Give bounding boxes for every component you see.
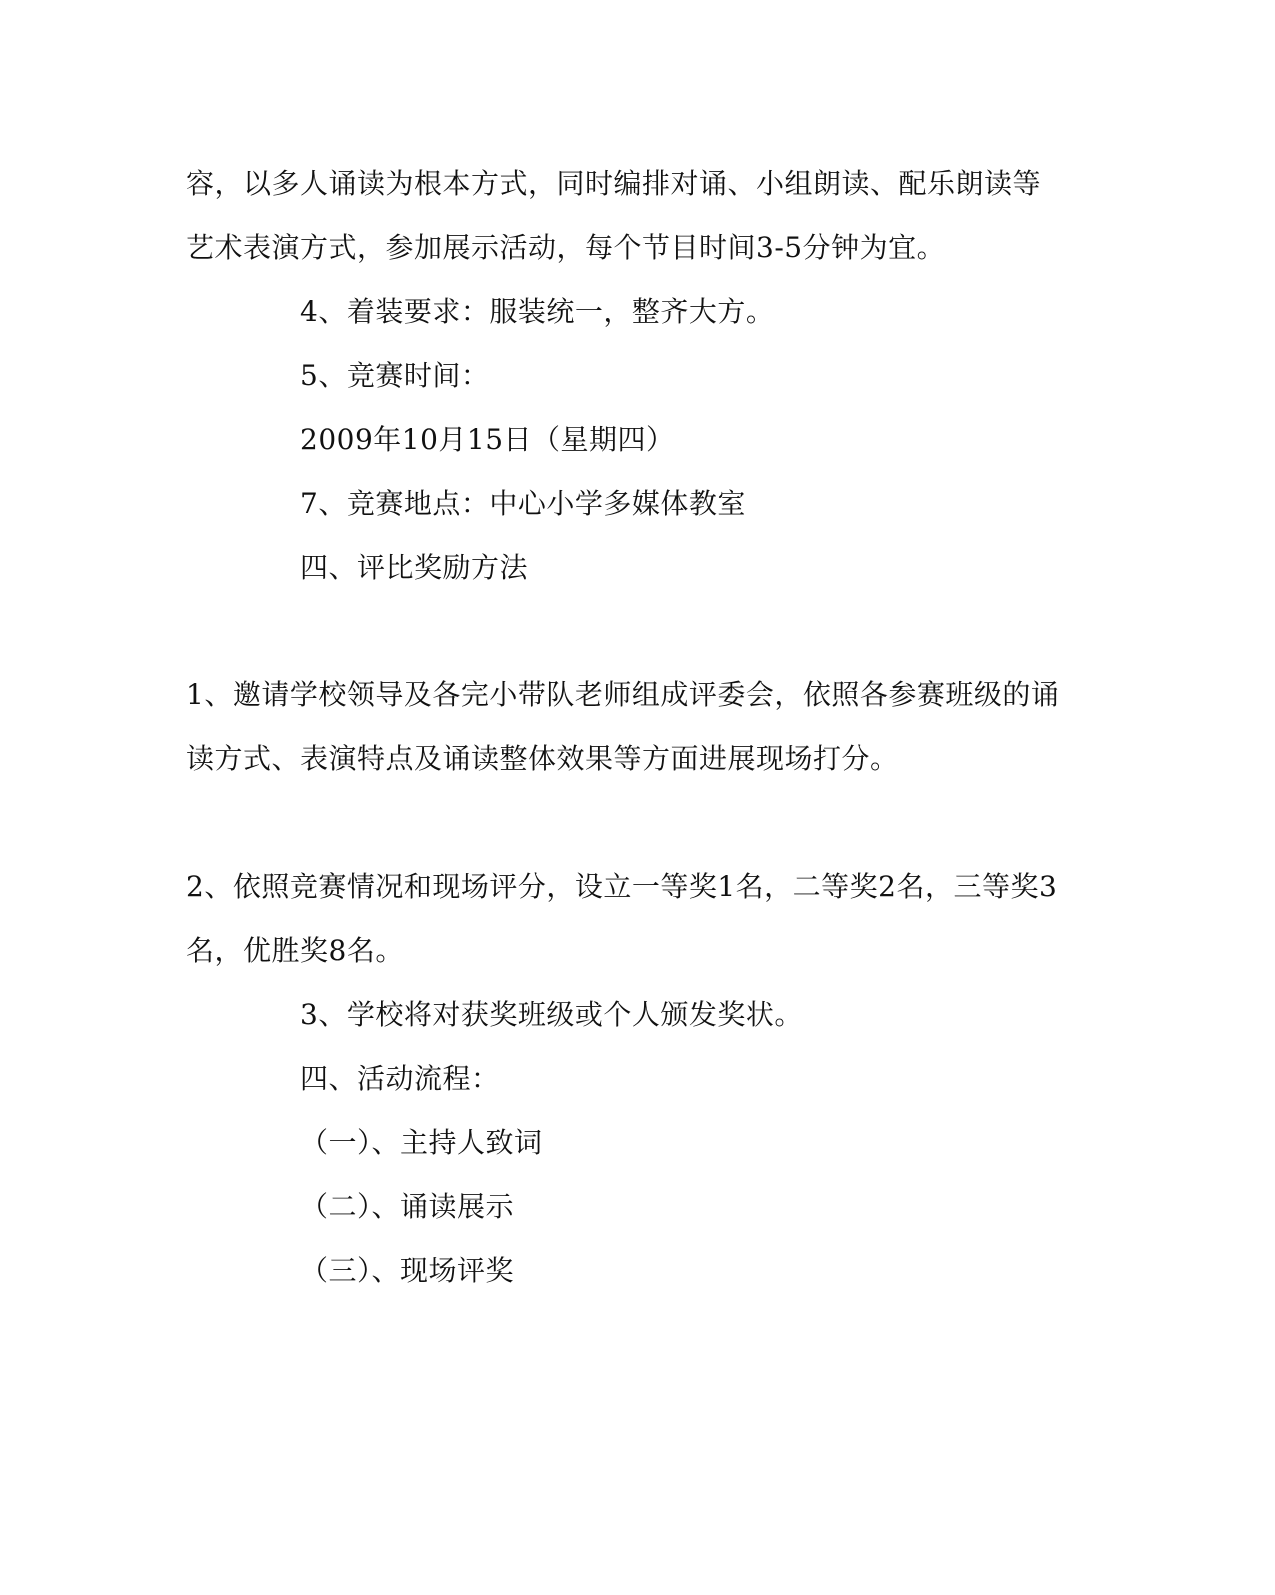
list-item-certificates: 3、学校将对获奖班级或个人颁发奖状。 — [300, 998, 803, 1031]
paragraph-line: 1、邀请学校领导及各完小带队老师组成评委会，依照各参赛班级的诵 — [186, 678, 1060, 711]
paragraph-line: 读方式、表演特点及诵读整体效果等方面进展现场打分。 — [186, 742, 899, 775]
process-step-host-speech: （一）、主持人致词 — [300, 1126, 543, 1159]
process-step-recitation: （二）、诵读展示 — [300, 1190, 515, 1223]
list-item-competition-venue: 7、竞赛地点：中心小学多媒体教室 — [300, 487, 746, 520]
paragraph-line: 艺术表演方式，参加展示活动，每个节目时间3-5分钟为宜。 — [186, 231, 946, 264]
process-step-judging: （三）、现场评奖 — [300, 1254, 515, 1287]
section-heading-awards: 四、评比奖励方法 — [300, 551, 529, 584]
section-heading-process: 四、活动流程： — [300, 1062, 500, 1095]
paragraph-line: 容，以多人诵读为根本方式，同时编排对诵、小组朗读、配乐朗读等 — [186, 167, 1042, 200]
competition-date: 2009年10月15日（星期四） — [300, 423, 675, 456]
paragraph-line: 名，优胜奖8名。 — [186, 934, 404, 967]
paragraph-line: 2、依照竞赛情况和现场评分，设立一等奖1名，二等奖2名，三等奖3 — [186, 870, 1058, 903]
list-item-dress-code: 4、着装要求：服装统一，整齐大方。 — [300, 295, 775, 328]
list-item-competition-time: 5、竞赛时间： — [300, 359, 490, 392]
